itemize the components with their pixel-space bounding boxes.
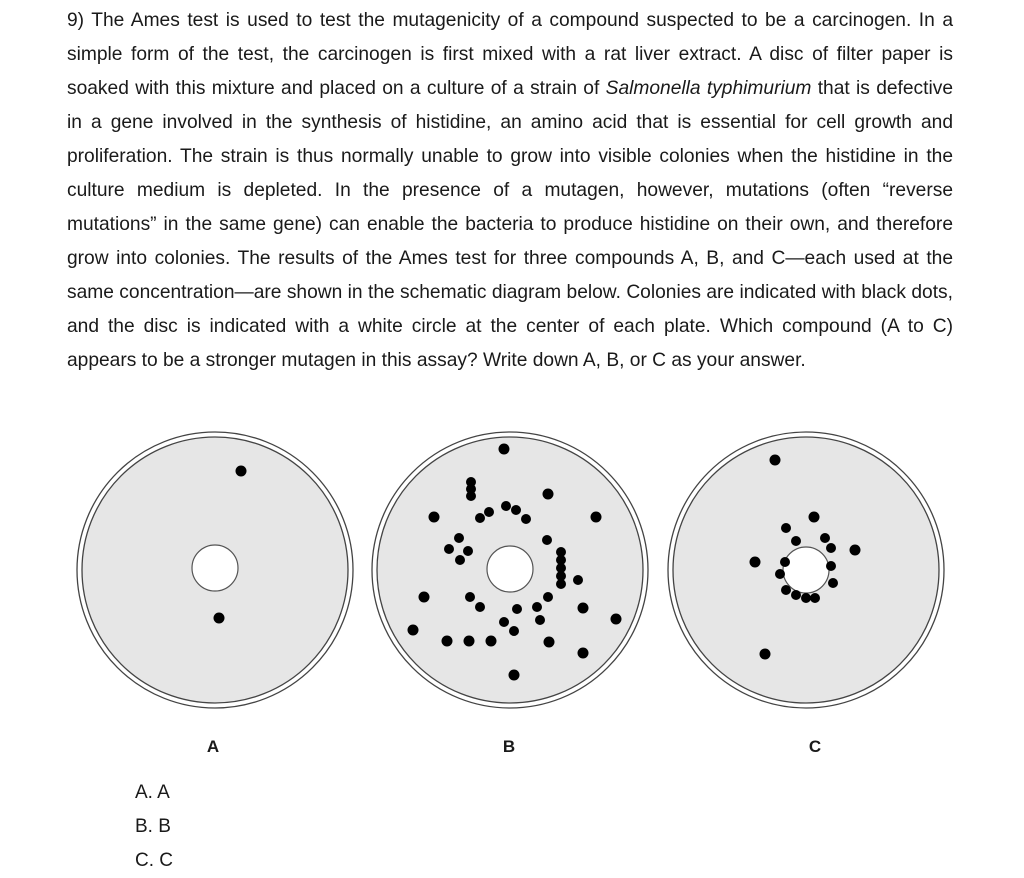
colony — [791, 536, 801, 546]
colony — [573, 575, 583, 585]
colony — [464, 636, 475, 647]
colony — [444, 544, 454, 554]
answer-options — [135, 776, 173, 878]
plate-a-disc — [192, 545, 238, 591]
colony — [535, 615, 545, 625]
colony — [591, 512, 602, 523]
colony — [509, 626, 519, 636]
question-body-part1: The Ames test is used to test the mutagenicity of a compound suspected to be a carcinogen. In a simple form of the test, the carcinogen is first mixed with a rat liver extract. A disc of filter paper is soaked with this mixture and placed on a culture of a strain of — [67, 10, 953, 99]
colony — [820, 533, 830, 543]
colony — [455, 555, 465, 565]
colony — [578, 603, 589, 614]
colony — [511, 505, 521, 515]
plate-b-disc — [487, 546, 533, 592]
colony — [429, 512, 440, 523]
colony — [454, 533, 464, 543]
colony — [501, 501, 511, 511]
option-c[interactable]: C. C — [135, 850, 173, 871]
colony — [611, 614, 622, 625]
colony — [850, 545, 861, 556]
colony — [408, 625, 419, 636]
colony — [236, 466, 247, 477]
colony — [509, 670, 520, 681]
colony — [542, 535, 552, 545]
colony — [521, 514, 531, 524]
colony — [801, 593, 811, 603]
colony — [781, 585, 791, 595]
colony — [780, 557, 790, 567]
colony — [475, 513, 485, 523]
colony — [775, 569, 785, 579]
colony — [791, 590, 801, 600]
colony — [828, 578, 838, 588]
colony — [465, 592, 475, 602]
colony — [484, 507, 494, 517]
plate-label-a: A — [206, 737, 220, 756]
colony — [442, 636, 453, 647]
colony — [475, 602, 485, 612]
colony — [578, 648, 589, 659]
colony — [556, 579, 566, 589]
colony — [543, 592, 553, 602]
colony — [466, 491, 476, 501]
colony — [512, 604, 522, 614]
colony — [463, 546, 473, 556]
question-number: 9) — [67, 10, 85, 31]
plate-a — [77, 432, 353, 708]
plate-c-disc — [783, 547, 829, 593]
colony — [781, 523, 791, 533]
plate-b — [372, 432, 648, 708]
colony — [770, 455, 781, 466]
colony — [486, 636, 497, 647]
colony — [810, 593, 820, 603]
colony — [419, 592, 430, 603]
colony — [214, 613, 225, 624]
colony — [760, 649, 771, 660]
colony — [532, 602, 542, 612]
option-b[interactable]: B. B — [135, 816, 171, 837]
colony — [750, 557, 761, 568]
plate-c — [668, 432, 944, 708]
question-body-part2: that is defective in a gene involved in the synthesis of histidine, an amino acid that is essential for cell growth and proliferation. The strain is thus normally unable to grow into visible colonies when the histidine in the culture medium is depleted. In the presence of a mutagen, however, mutations (often “reverse mutations” in the same gene) can enable the bacteria to produce histidine on their own, and therefore grow into colonies. The results of the Ames test for three compounds A, B, and C—each used at the same concentration—are shown in the schematic diagram below. Colonies are indicated with black dots, and the disc is indicated with a white circle at the center of each plate. Which compound (A to C) appears to be a stronger mutagen in this assay? Write down A, B, or C as your answer. — [67, 78, 953, 371]
option-a[interactable]: A. A — [135, 782, 170, 803]
organism-name: Salmonella typhimurium — [605, 78, 812, 99]
plate-label-c: C — [808, 737, 822, 756]
colony — [544, 637, 555, 648]
colony — [809, 512, 820, 523]
colony — [826, 543, 836, 553]
colony — [826, 561, 836, 571]
colony — [499, 444, 510, 455]
colony — [543, 489, 554, 500]
plate-label-b: B — [502, 737, 516, 756]
colony — [499, 617, 509, 627]
